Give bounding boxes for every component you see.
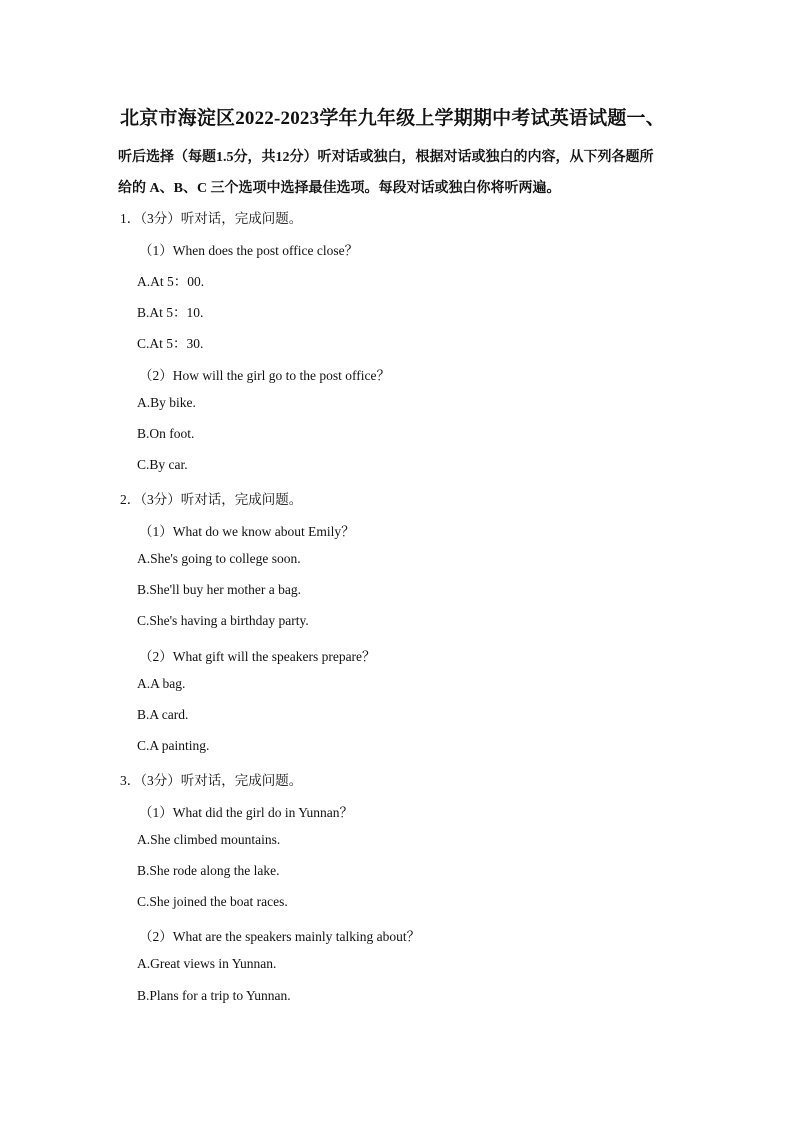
question-2-part-2-option-b: B.A card. bbox=[137, 707, 189, 722]
question-1-part-1-option-b: B.At 5：10. bbox=[137, 305, 204, 320]
question-3-part-1-option-c: C.She joined the boat races. bbox=[137, 894, 288, 909]
question-2-part-2-option-c: C.A painting. bbox=[137, 738, 210, 753]
question-1-part-2-option-a: A.By bike. bbox=[137, 395, 196, 410]
question-3-heading: 3．（3分）听对话，完成问题。 bbox=[120, 773, 303, 788]
question-2-part-2-prompt: （2）What gift will the speakers prepare？ bbox=[139, 649, 376, 664]
page-title: 北京市海淀区2022-2023学年九年级上学期期中考试英语试题一、 bbox=[120, 108, 665, 129]
question-3-part-1-prompt: （1）What did the girl do in Yunnan？ bbox=[139, 805, 353, 820]
question-1-part-2-option-c: C.By car. bbox=[137, 457, 188, 472]
question-1-part-2-option-b: B.On foot. bbox=[137, 426, 195, 441]
question-2-part-1-option-c: C.She's having a birthday party. bbox=[137, 613, 309, 628]
question-2-heading: 2．（3分）听对话，完成问题。 bbox=[120, 492, 303, 507]
question-2-part-1-option-b: B.She'll buy her mother a bag. bbox=[137, 582, 302, 597]
question-1-part-2-prompt: （2）How will the girl go to the post office？ bbox=[139, 368, 390, 383]
question-3-part-2-prompt: （2）What are the speakers mainly talking about？ bbox=[139, 929, 421, 944]
question-1-part-1-option-c: C.At 5：30. bbox=[137, 336, 204, 351]
question-2-part-1-prompt: （1）What do we know about Emily？ bbox=[139, 524, 355, 539]
question-1-heading: 1．（3分）听对话，完成问题。 bbox=[120, 211, 303, 226]
question-3-part-1-option-b: B.She rode along the lake. bbox=[137, 863, 280, 878]
question-3-part-2-option-b: B.Plans for a trip to Yunnan. bbox=[137, 988, 291, 1003]
question-3-part-2-option-a: A.Great views in Yunnan. bbox=[137, 956, 277, 971]
question-1-part-1-option-a: A.At 5：00. bbox=[137, 274, 205, 289]
instructions-line-1: 听后选择（每题1.5分，共12分）听对话或独白，根据对话或独白的内容，从下列各题所 bbox=[118, 150, 654, 165]
question-2-part-2-option-a: A.A bag. bbox=[137, 676, 186, 691]
question-2-part-1-option-a: A.She's going to college soon. bbox=[137, 551, 301, 566]
question-1-part-1-prompt: （1）When does the post office close？ bbox=[139, 243, 359, 258]
instructions-line-2: 给的 A、B、C 三个选项中选择最佳选项。每段对话或独白你将听两遍。 bbox=[118, 181, 561, 196]
question-3-part-1-option-a: A.She climbed mountains. bbox=[137, 832, 281, 847]
